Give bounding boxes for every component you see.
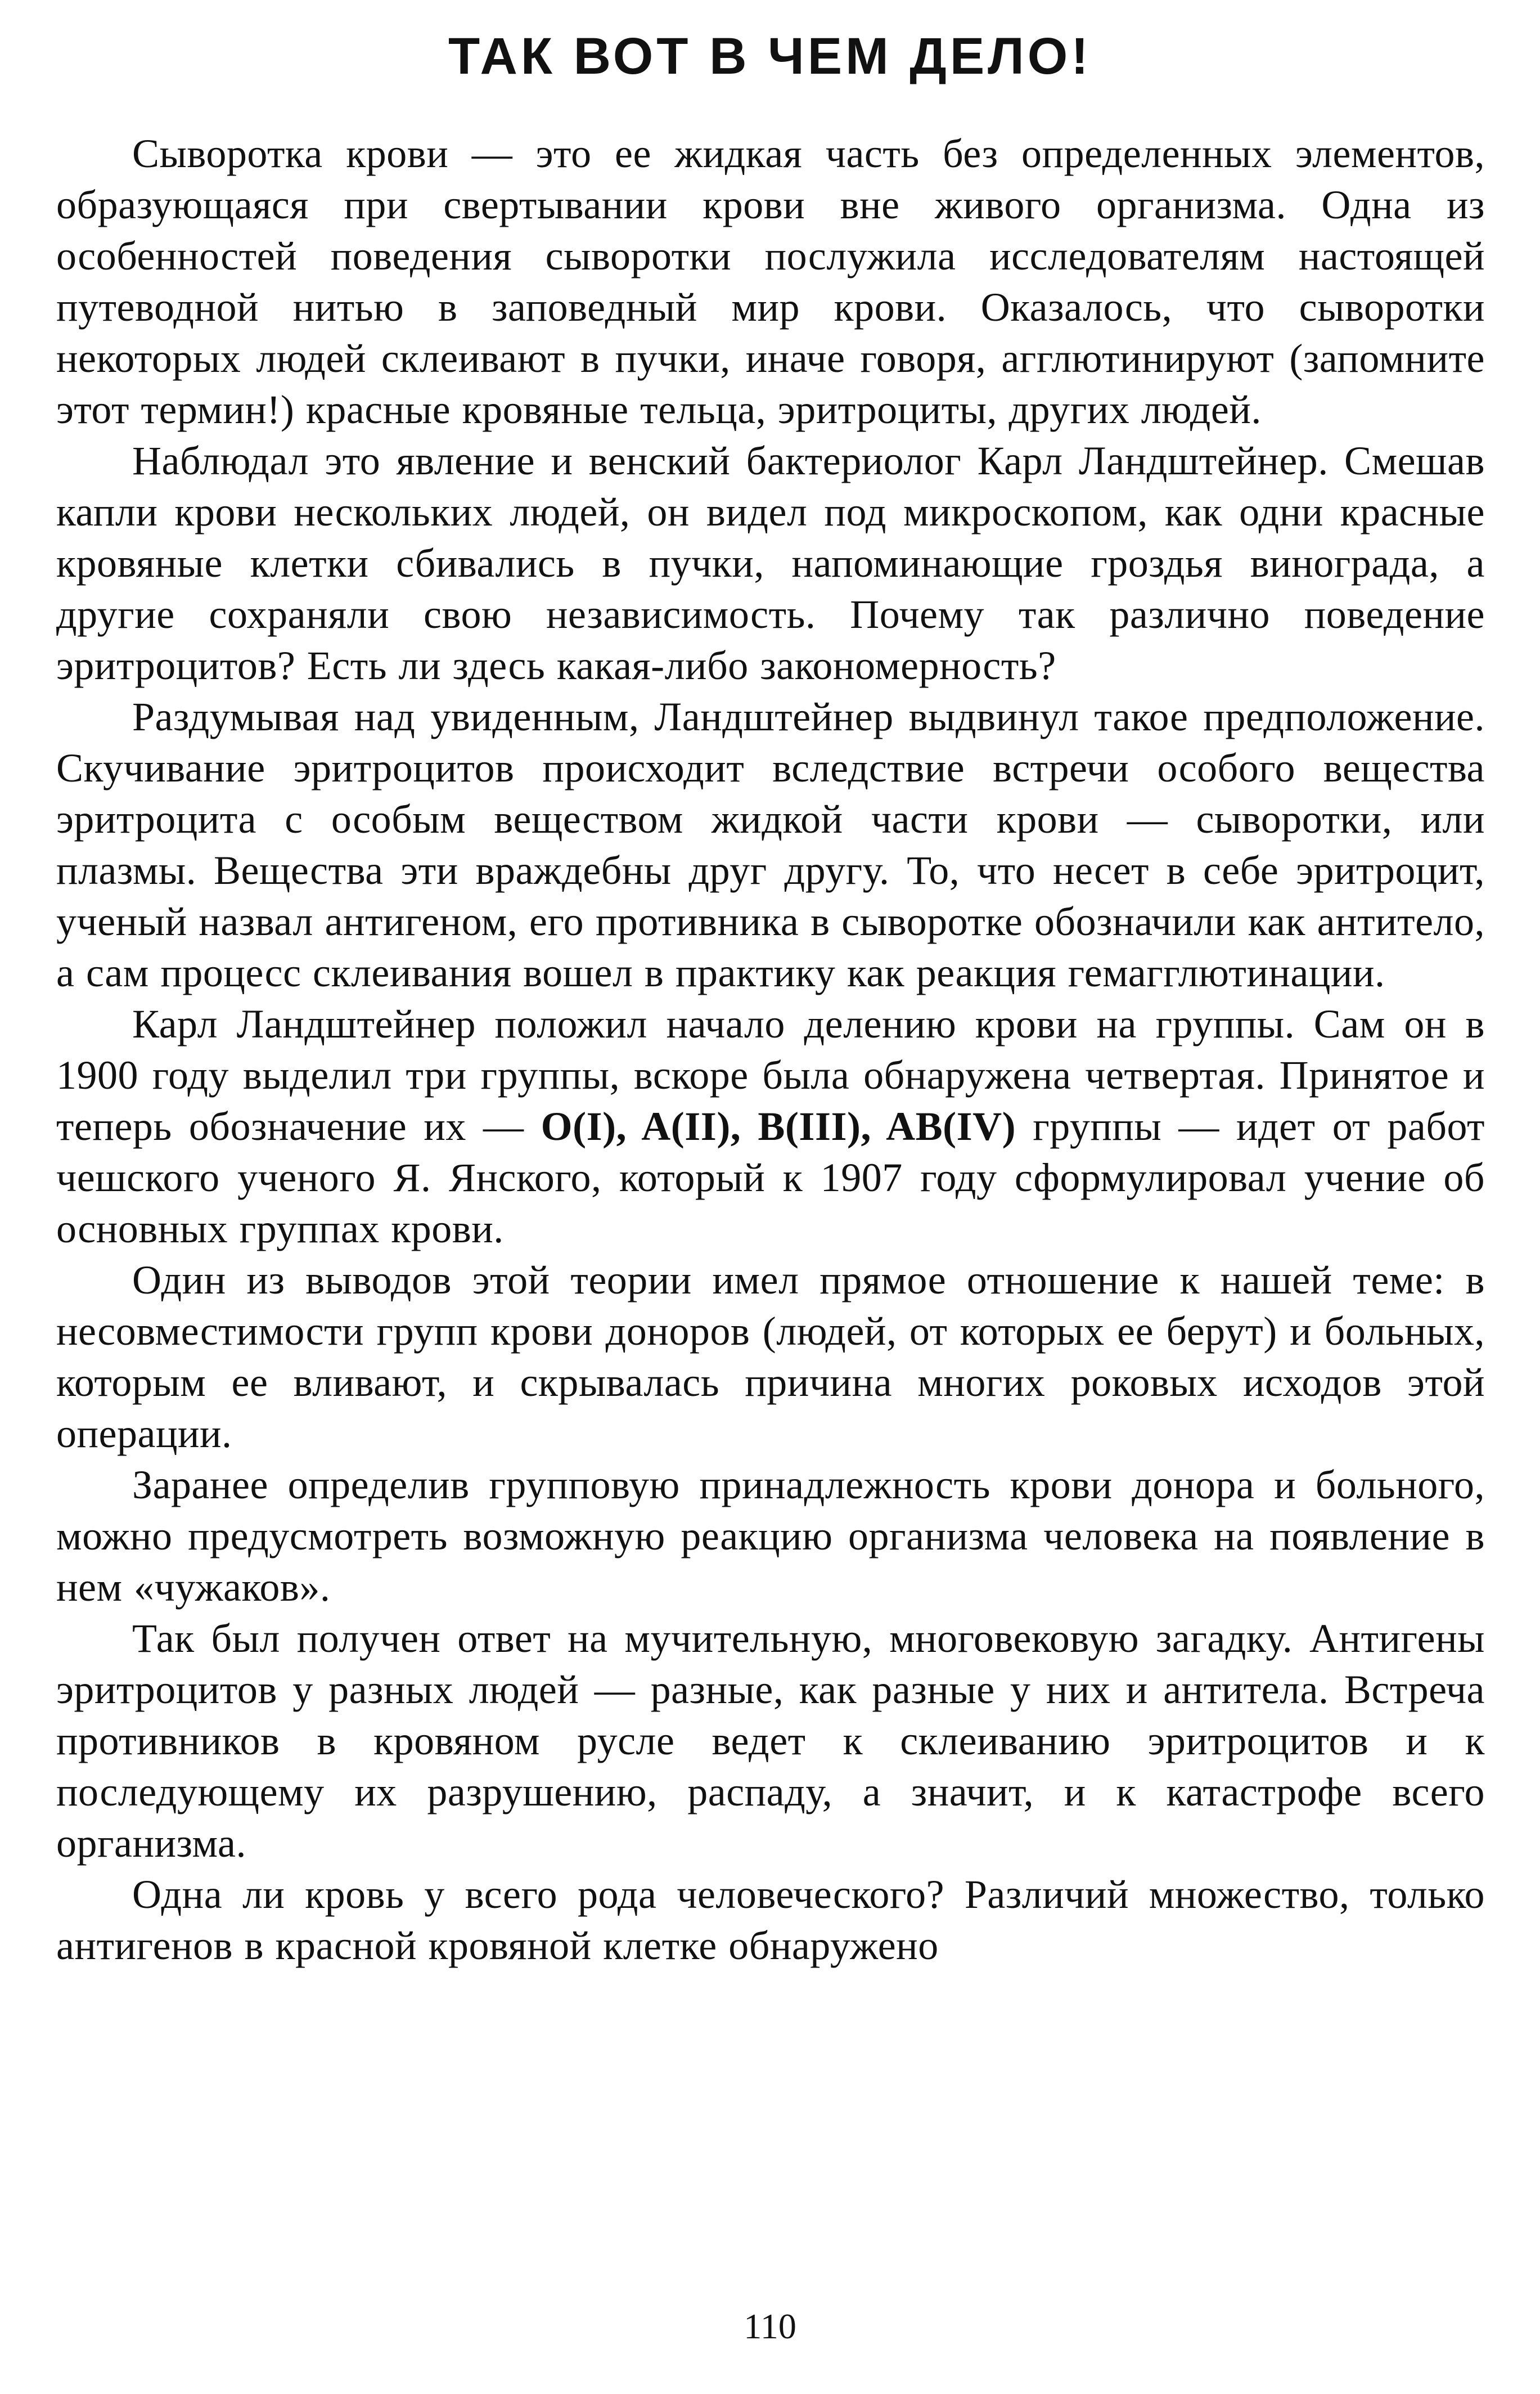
paragraph-text: Карл Ландштейнер положил начало делению крови на группы. Сам он в 1900 году выделил три группы, вскоре была обнаружена четвертая. Принятое и теперь обозначение их —: [56, 1001, 1485, 1149]
page-number: 110: [744, 2306, 796, 2346]
chapter-title: ТАК ВОТ В ЧЕМ ДЕЛО!: [448, 28, 1092, 85]
paragraph-blood-groups: [56, 999, 1485, 1255]
body-text: [56, 128, 1485, 1971]
paragraph: Сыворотка крови — это ее жидкая часть без определенных элементов, образующаяся при свертывании крови вне живого организма. Одна из особенностей поведения сыворотки послужила исследователям настоящей путеводной нитью в заповедный мир крови. Оказалось, что сыворотки некоторых людей склеивают в пучки, иначе говоря, агглютинируют (запомните этот термин!) красные кровяные тельца, эритроциты, других людей.: [56, 131, 1485, 432]
paragraph: Наблюдал это явление и венский бактериолог Карл Ландштейнер. Смешав капли крови нескольких людей, он видел под микроскопом, как одни красные кровяные клетки сбивались в пучки, напоминающие гроздья винограда, а другие сохраняли свою независимость. Почему так различно поведение эритроцитов? Есть ли здесь какая-либо закономерность?: [56, 438, 1485, 688]
paragraph: Так был получен ответ на мучительную, многовековую загадку. Антигены эритроцитов у разных людей — разные, как разные у них и антитела. Встреча противников в кровяном русле ведет к склеиванию эритроцитов и к последующему их разрушению, распаду, а значит, и к катастрофе всего организма.: [56, 1616, 1485, 1866]
paragraph: Один из выводов этой теории имел прямое отношение к нашей теме: в несовместимости групп крови доноров (людей, от которых ее берут) и больных, которым ее вливают, и скрывалась причина многих роковых исходов этой операции.: [56, 1257, 1485, 1456]
paragraph-text: группы — идет от работ чешского ученого Я. Янского, который к 1907 году сформулировал учение об основных группах крови.: [56, 1104, 1485, 1251]
paragraph: Заранее определив групповую принадлежность крови донора и больного, можно предусмотреть возможную реакцию организма человека на появление в нем «чужаков».: [56, 1462, 1485, 1610]
blood-group-designations: O(I), A(II), B(III), AB(IV): [541, 1104, 1016, 1149]
paragraph: Одна ли кровь у всего рода человеческого? Различий множество, только антигенов в красной кровяной клетке обнаружено: [56, 1872, 1485, 1968]
paragraph: Раздумывая над увиденным, Ландштейнер выдвинул такое предположение. Скучивание эритроцитов происходит вследствие встречи особого вещества эритроцита с особым веществом жидкой части крови — сыворотки, или плазмы. Вещества эти враждебны друг другу. То, что несет в себе эритроцит, ученый назвал антигеном, его противника в сыворотке обозначили как антитело, а сам процесс склеивания вошел в практику как реакция гемагглютинации.: [56, 694, 1485, 995]
